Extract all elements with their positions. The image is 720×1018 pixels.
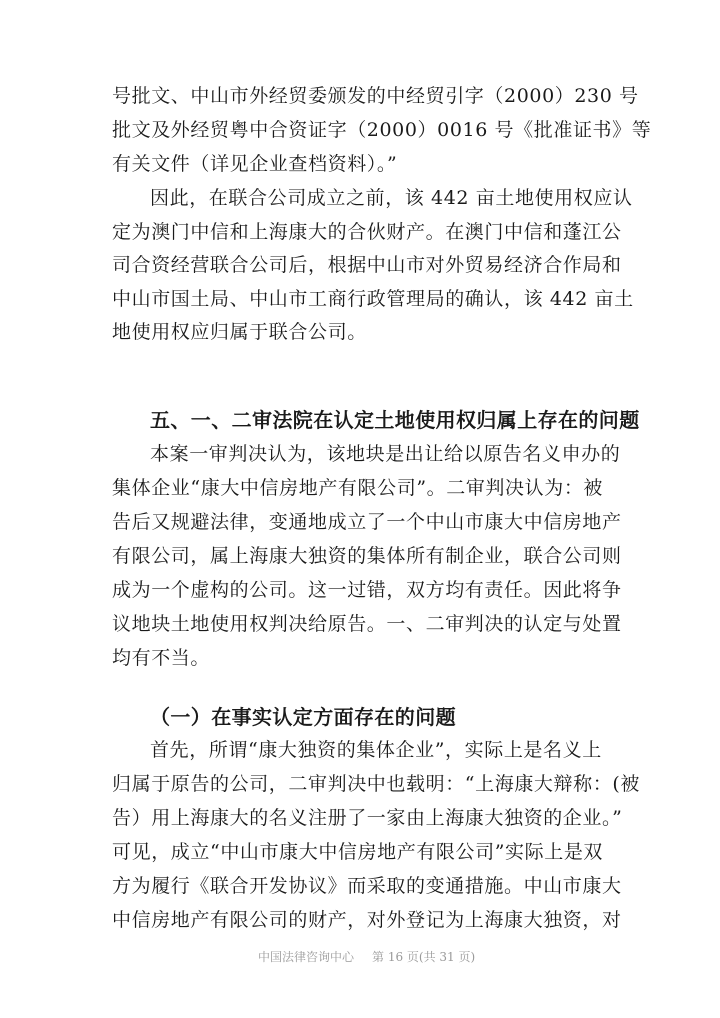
paragraph-line: 归属于原告的公司，二审判决中也载明：“上海康大辩称：(被 [112,773,640,795]
subsection-heading: （一）在事实认定方面存在的问题 [150,705,456,729]
paragraph-line: 可见，成立“中山市康大中信房地产有限公司”实际上是双 [112,841,604,863]
paragraph-line: 因此，在联合公司成立之前，该 442 亩土地使用权应认 [150,187,633,209]
paragraph-line: 号批文、中山市外经贸委颁发的中经贸引字（2000）230 号 [112,85,639,107]
footer-source: 中国法律咨询中心 [258,950,355,964]
paragraph-line: 中山市国土局、中山市工商行政管理局的确认，该 442 亩土 [112,288,634,310]
paragraph-line: 方为履行《联合开发协议》而采取的变通措施。中山市康大 [112,875,622,897]
section-heading: 五、一、二审法院在认定土地使用权归属上存在的问题 [150,408,640,432]
paragraph-line: 批文及外经贸粤中合资证字（2000）0016 号《批准证书》等 [112,119,652,141]
footer-page-number: 第 16 页(共 31 页) [372,950,476,964]
paragraph-line: 成为一个虚构的公司。这一过错，双方均有责任。因此将争 [112,579,622,601]
paragraph-line: 有限公司，属上海康大独资的集体所有制企业，联合公司则 [112,545,622,567]
paragraph-line: 告）用上海康大的名义注册了一家由上海康大独资的企业。” [112,807,623,829]
paragraph-line: 司合资经营联合公司后，根据中山市对外贸易经济合作局和 [112,254,622,276]
paragraph-line: 定为澳门中信和上海康大的合伙财产。在澳门中信和蓬江公 [112,221,622,243]
paragraph-line: 首先，所谓“康大独资的集体企业”，实际上是名义上 [150,739,602,761]
paragraph-line: 中信房地产有限公司的财产，对外登记为上海康大独资，对 [112,909,622,931]
paragraph-line: 均有不当。 [112,647,211,669]
paragraph-line: 地使用权应归属于联合公司。 [112,321,367,343]
paragraph-line: 告后又规避法律，变通地成立了一个中山市康大中信房地产 [112,511,622,533]
paragraph-line: 集体企业“康大中信房地产有限公司”。二审判决认为：被 [112,477,604,499]
paragraph-line: 本案一审判决认为，该地块是出让给以原告名义申办的 [150,443,621,465]
paragraph-line: 议地块土地使用权判决给原告。一、二审判决的认定与处置 [112,613,622,635]
paragraph-line: 有关文件（详见企业查档资料）。” [112,153,398,175]
